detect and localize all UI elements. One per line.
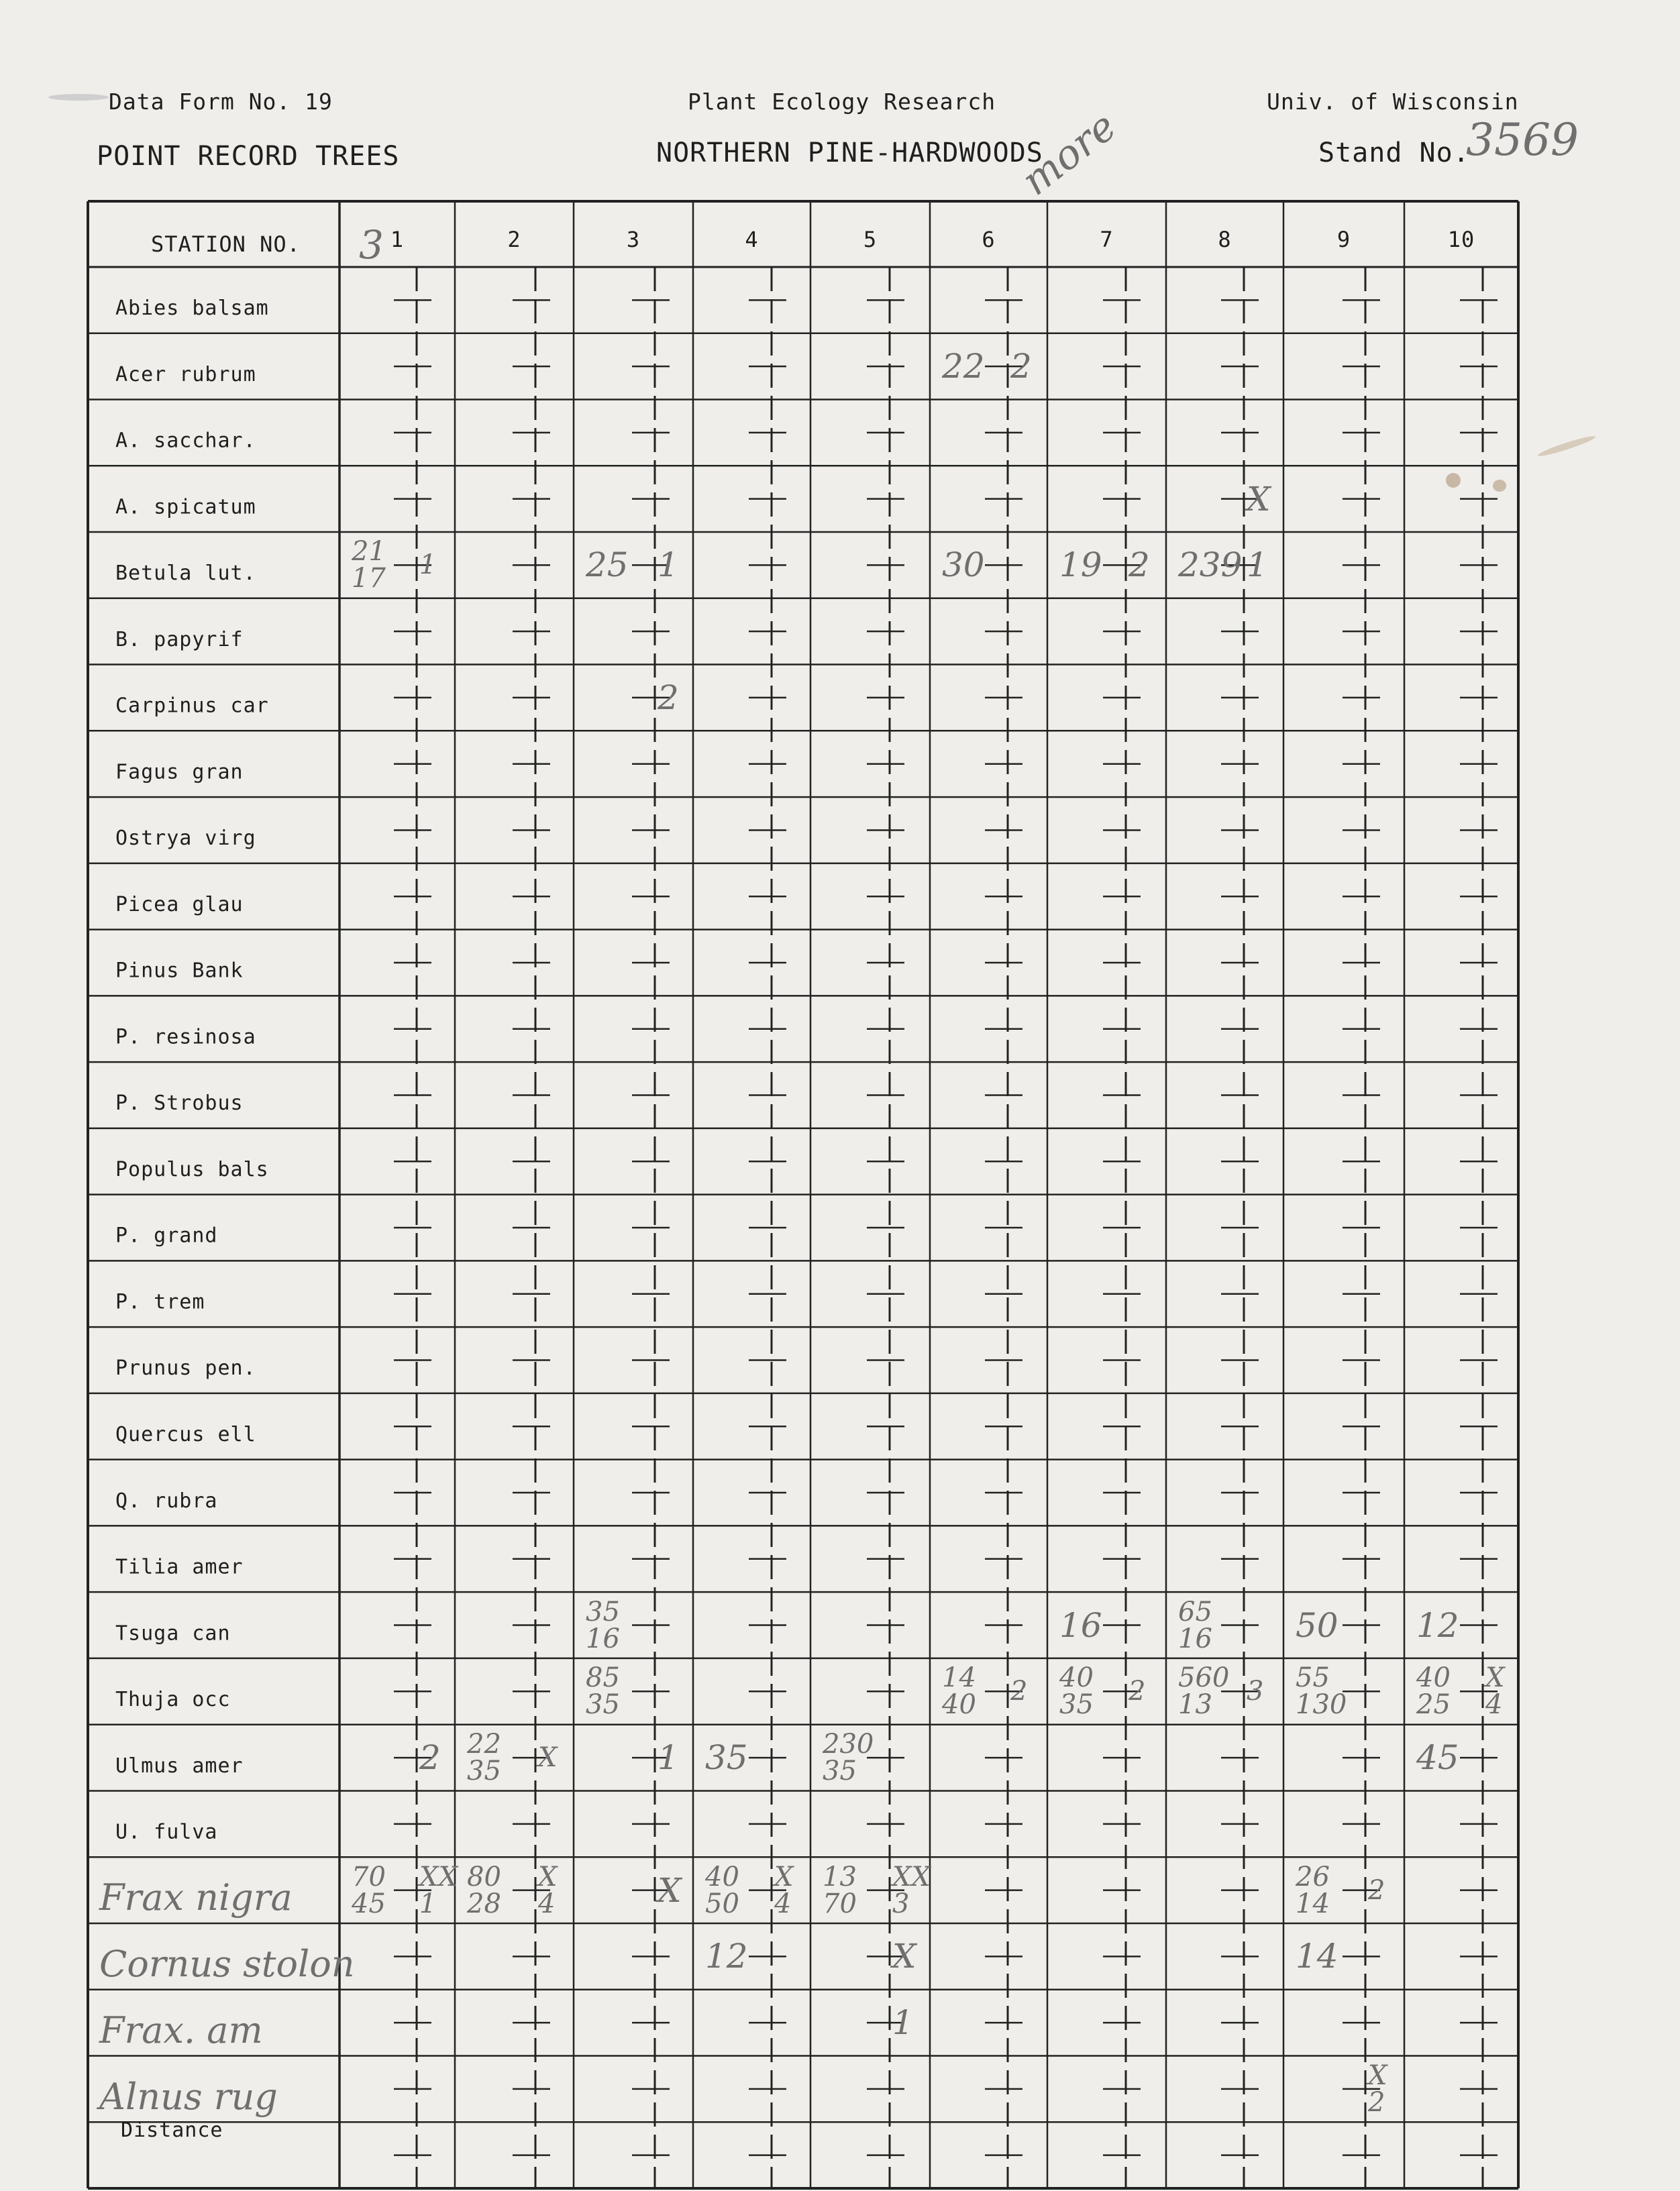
- species-label: B. papyrif: [115, 627, 244, 651]
- station-number-3: 3: [626, 227, 641, 252]
- handwritten-count: 1: [1247, 545, 1268, 585]
- handwritten-distance: 13 70: [823, 1861, 857, 1919]
- handwritten-count: X 4: [538, 1861, 558, 1919]
- handwritten-distance: 70 45: [352, 1861, 386, 1919]
- handwritten-count: XX 3: [892, 1861, 931, 1919]
- handwritten-count: 1: [419, 549, 437, 581]
- handwritten-count: 2: [1128, 545, 1150, 585]
- handwritten-count: 1: [658, 1738, 679, 1778]
- distance-label: Distance: [121, 2119, 223, 2142]
- species-label: P. Strobus: [115, 1091, 244, 1116]
- species-label: P. trem: [115, 1290, 205, 1314]
- handwritten-distance: 40 25: [1416, 1662, 1451, 1721]
- species-label: Q. rubra: [115, 1489, 218, 1513]
- handwritten-distance: 12: [705, 1937, 748, 1976]
- form-number: Data Form No. 19: [109, 89, 333, 115]
- species-label: Betula lut.: [115, 562, 256, 586]
- handwritten-distance: 40 35: [1059, 1662, 1094, 1721]
- handwritten-distance: 25: [586, 545, 629, 585]
- handwritten-count: 2: [1010, 1676, 1028, 1707]
- species-label: U. fulva: [115, 1820, 218, 1844]
- species-label: Tsuga can: [115, 1621, 231, 1646]
- handwritten-distance: 560 13: [1178, 1662, 1230, 1721]
- handwritten-distance: 65 16: [1178, 1596, 1212, 1654]
- handwritten-count: X: [538, 1742, 558, 1774]
- species-label: Picea glau: [115, 892, 244, 916]
- station-no-label: STATION NO.: [151, 231, 301, 257]
- species-label: Thuja occ: [115, 1688, 231, 1712]
- species-label: Fagus gran: [115, 760, 244, 784]
- handwritten-species: Cornus stolon: [99, 1943, 355, 1986]
- station-number-1: 1: [390, 227, 405, 252]
- handwritten-distance: 14: [1296, 1937, 1338, 1976]
- handwritten-distance: 19: [1059, 545, 1102, 585]
- university: Univ. of Wisconsin: [1267, 89, 1519, 115]
- species-label: A. sacchar.: [115, 429, 256, 453]
- station-number-2: 2: [507, 227, 521, 252]
- handwritten-distance: 55 130: [1296, 1662, 1347, 1721]
- station-number-7: 7: [1100, 227, 1114, 252]
- handwritten-distance: 12: [1416, 1605, 1459, 1645]
- handwritten-distance: 16: [1059, 1605, 1102, 1645]
- handwritten-distance: 14 40: [942, 1662, 976, 1721]
- handwritten-distance: 21 17: [352, 536, 386, 594]
- species-label: P. grand: [115, 1224, 218, 1248]
- handwritten-distance: 26 14: [1296, 1861, 1330, 1919]
- handwritten-distance: 35: [705, 1738, 748, 1778]
- organization: Plant Ecology Research: [688, 89, 996, 115]
- species-label: Carpinus car: [115, 694, 269, 718]
- species-label: Abies balsam: [115, 297, 269, 321]
- handwritten-species: Alnus rug: [99, 2075, 278, 2118]
- handwritten-distance: 239: [1178, 545, 1243, 585]
- handwritten-count: X 2: [1368, 2060, 1387, 2118]
- stand-number: 3569: [1466, 114, 1579, 166]
- handwritten-distance: 22: [942, 347, 985, 386]
- handwritten-count: X 4: [1485, 1662, 1505, 1721]
- species-label: Ulmus amer: [115, 1754, 244, 1778]
- handwritten-count: 1: [658, 545, 679, 585]
- handwritten-count: 2: [1368, 1874, 1385, 1906]
- handwritten-distance: 45: [1416, 1738, 1459, 1778]
- species-label: P. resinosa: [115, 1025, 256, 1049]
- station-number-8: 8: [1218, 227, 1232, 252]
- handwritten-count: 2: [419, 1738, 441, 1778]
- station-prefix: 3: [359, 222, 384, 268]
- handwritten-count: X: [892, 1937, 916, 1976]
- more-annotation: more: [1013, 103, 1125, 205]
- handwritten-count: 3: [1247, 1676, 1264, 1707]
- station-number-5: 5: [863, 227, 878, 252]
- handwritten-distance: 85 35: [586, 1662, 620, 1721]
- handwritten-count: XX 1: [419, 1861, 458, 1919]
- stand-label: Stand No.: [1318, 138, 1470, 168]
- handwritten-distance: 35 16: [586, 1596, 620, 1654]
- station-number-10: 10: [1447, 227, 1475, 252]
- handwritten-distance: 50: [1296, 1605, 1338, 1645]
- handwritten-species: Frax. am: [99, 2009, 263, 2051]
- handwritten-species: Frax nigra: [99, 1876, 293, 1919]
- species-label: Tilia amer: [115, 1555, 244, 1579]
- handwritten-count: X: [658, 1870, 682, 1910]
- handwritten-distance: 30: [942, 545, 985, 585]
- species-label: Ostrya virg: [115, 826, 256, 851]
- species-label: Acer rubrum: [115, 362, 256, 386]
- handwritten-distance: 40 50: [705, 1861, 739, 1919]
- species-label: A. spicatum: [115, 495, 256, 519]
- stand-type: NORTHERN PINE-HARDWOODS: [656, 138, 1043, 168]
- handwritten-count: 1: [892, 2003, 914, 2043]
- handwritten-count: X 4: [774, 1861, 794, 1919]
- handwritten-distance: 230 35: [823, 1729, 874, 1787]
- species-label: Prunus pen.: [115, 1356, 256, 1381]
- species-label: Pinus Bank: [115, 959, 244, 983]
- handwritten-distance: 80 28: [467, 1861, 501, 1919]
- species-label: Populus bals: [115, 1157, 269, 1181]
- handwritten-count: 2: [658, 678, 679, 717]
- station-number-9: 9: [1336, 227, 1351, 252]
- handwritten-count: 2: [1128, 1676, 1146, 1707]
- handwritten-count: X: [1247, 479, 1271, 519]
- handwritten-count: 2: [1010, 347, 1032, 386]
- handwritten-distance: 22 35: [467, 1729, 501, 1787]
- species-label: Quercus ell: [115, 1423, 256, 1447]
- station-number-6: 6: [982, 227, 996, 252]
- form-title: POINT RECORD TREES: [97, 141, 400, 172]
- station-number-4: 4: [745, 227, 759, 252]
